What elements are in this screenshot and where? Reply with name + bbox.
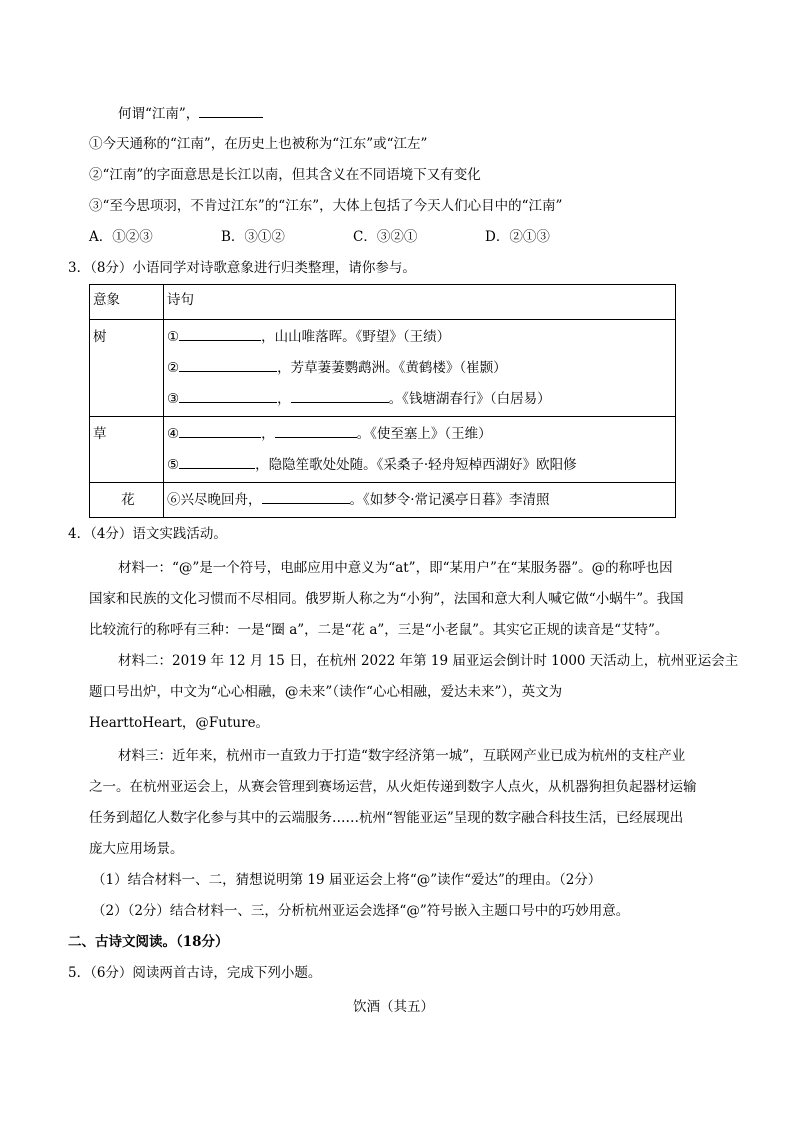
answer-blank[interactable] <box>275 423 357 438</box>
verse-line-5: ⑤ ，隐隐笙歌处处随。《采桑子·轻舟短棹西湖好》欧阳修 <box>167 450 675 481</box>
material-1-line-1: 材料一：“@”是一个符号，电邮应用中意义为“at”，即“某用户”在“某服务器”。@的称呼也因 <box>118 560 673 576</box>
material-3-line-3: 任务到超亿人数字化参与其中的云端服务……杭州“智能亚运”呈现的数字融合科技生活，已经展现出 <box>89 810 684 826</box>
option-d[interactable]: D．②①③ <box>485 229 550 245</box>
material-2-line-1: 材料二：2019 年 12 月 15 日，在杭州 2022 年第 19 届亚运会倒计时 1000 天活动上，杭州亚运会主 <box>118 653 739 669</box>
table-row <box>90 417 676 483</box>
option-c[interactable]: C．③②① <box>353 229 418 245</box>
answer-blank[interactable] <box>199 103 263 118</box>
verse-line-1: ① ，山山唯落晖。《野望》（王绩） <box>167 322 675 353</box>
verse-line-4: ④ ， 。《使至塞上》（王维） <box>167 419 675 450</box>
material-1-line-3: 比较流行的称呼有三种：一是“圈 a”，二是“花 a”，三是“小老鼠”。其实它正规的读音是“艾特”。 <box>89 622 669 638</box>
header-verse: 诗句 <box>164 285 676 320</box>
material-2-line-2: 题口号出炉，中文为“心心相融，@未来”（读作“心心相融，爱达未来”），英文为 <box>89 684 563 700</box>
q2-item-2: ②“江南”的字面意思是长江以南，但其含义在不同语境下又有变化 <box>89 167 481 183</box>
answer-blank[interactable] <box>179 454 255 469</box>
material-1-line-2: 国家和民族的文化习惯而不尽相同。俄罗斯人称之为“小狗”，法国和意大利人喊它做“小蜗牛”。我国 <box>89 591 684 607</box>
answer-blank[interactable] <box>179 326 261 341</box>
poem-title: 饮酒（其五） <box>353 999 434 1015</box>
q3-stem: 3．（8分）小语同学对诗歌意象进行归类整理，请你参与。 <box>68 260 416 276</box>
q4-sub-2: （2）（2分）结合材料一、三，分析杭州亚运会选择“@”符号嵌入主题口号中的巧妙用意。 <box>92 903 630 919</box>
answer-blank[interactable] <box>179 388 277 403</box>
option-a[interactable]: A．①②③ <box>89 229 153 245</box>
answer-blank[interactable] <box>291 388 389 403</box>
q5-stem: 5．（6分）阅读两首古诗，完成下列小题。 <box>68 965 322 981</box>
section-2-title: 二、古诗文阅读。（18分） <box>68 934 229 950</box>
q4-stem: 4．（4分）语文实践活动。 <box>68 526 227 542</box>
answer-blank[interactable] <box>179 357 277 372</box>
header-imagery: 意象 <box>90 285 164 320</box>
table-row <box>90 320 676 417</box>
verse-line-3: ③ ， 。《钱塘湖春行》（白居易） <box>167 384 675 415</box>
material-2-line-3: HearttoHeart，@Future。 <box>89 715 270 731</box>
q2-options <box>89 227 550 247</box>
q4-sub-1: （1）结合材料一、二，猜想说明第 19 届亚运会上将“@”读作“爱达”的理由。（2分） <box>92 872 602 888</box>
q2-item-3: ③“至今思项羽，不肯过江东”的“江东”，大体上包括了今天人们心目中的“江南” <box>89 198 563 214</box>
q2-stem: 何谓“江南”， <box>118 103 263 124</box>
option-b[interactable]: B．③①② <box>221 229 285 245</box>
table-row <box>90 483 676 518</box>
verse-line-2: ② ，芳草萋萋鹦鹉洲。《黄鹤楼》（崔颢） <box>167 353 675 384</box>
label-flower: 花 <box>90 483 164 518</box>
material-3-line-4: 庞大应用场景。 <box>89 841 184 857</box>
material-3-line-2: 之一。在杭州亚运会上，从赛会管理到赛场运营，从火炬传递到数字人点火，从机器狗担负起器材运输 <box>89 779 697 795</box>
imagery-table <box>89 284 676 518</box>
material-3-line-1: 材料三：近年来，杭州市一直致力于打造“数字经济第一城”，互联网产业已成为杭州的支柱产业 <box>118 748 686 764</box>
answer-blank[interactable] <box>179 423 261 438</box>
label-tree: 树 <box>90 320 164 417</box>
label-grass: 草 <box>90 417 164 483</box>
answer-blank[interactable] <box>262 489 350 504</box>
verse-line-6: ⑥兴尽晚回舟， 。《如梦令·常记溪亭日暮》李清照 <box>167 485 675 516</box>
q2-item-1: ①今天通称的“江南”，在历史上也被称为“江东”或“江左” <box>89 136 428 152</box>
